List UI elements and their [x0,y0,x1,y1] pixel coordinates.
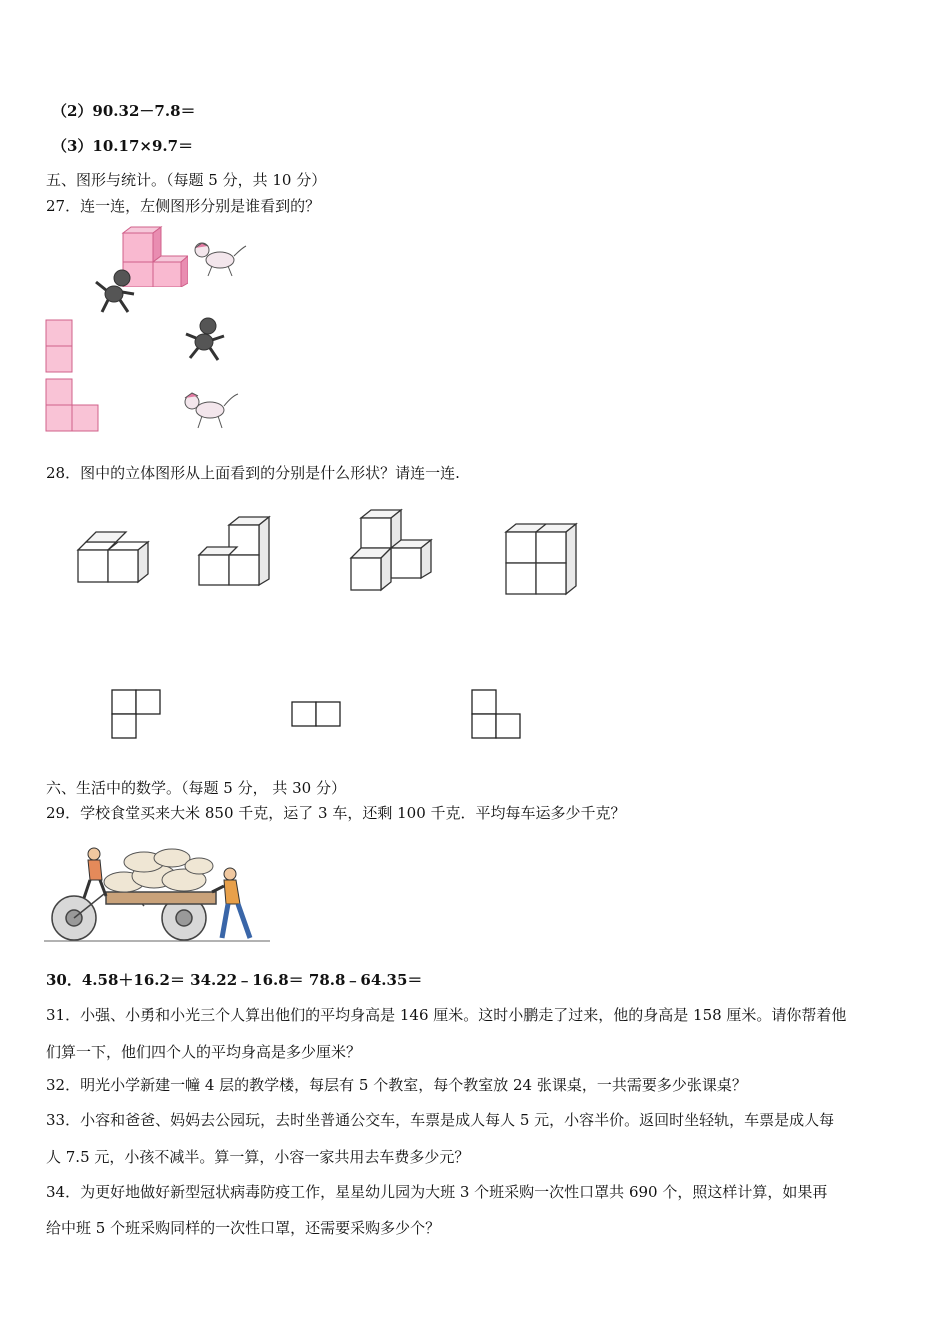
solid-figure-4 [504,522,578,596]
section-6-heading: 六、生活中的数学。（每题 5 分， 共 30 分） [46,779,346,797]
question-33-line-1: 33．小容和爸爸、妈妈去公园玩，去时坐普通公交车，车票是成人每人 5 元，小容半价。返回时坐轻轨，车票是成人每 [46,1111,835,1129]
question-32: 32．明光小学新建一幢 4 层的教学楼，每层有 5 个教室，每个教室放 24 张课桌，一共需要多少张课桌？ [46,1076,747,1094]
front-view-two-stacked [45,319,73,373]
section-5-heading: 五、图形与统计。（每题 5 分，共 10 分） [46,171,327,189]
solid-figure-1 [76,530,150,584]
dog-icon [190,240,248,280]
q3-expression: （3）10.17×9.7＝ [52,137,194,155]
top-view-option-3 [471,689,523,739]
solid-figure-2 [197,515,271,587]
question-27: 27．连一连，左侧图形分别是谁看到的？ [46,197,321,215]
question-34-line-1: 34．为更好地做好新型冠状病毒防疫工作，星星幼儿园为大班 3 个班采购一次性口罩共 690 个，照这样计算，如果再 [46,1183,828,1201]
top-view-option-1 [111,689,163,739]
q2-expression: （2）90.32－7.8＝ [52,102,196,120]
question-30: 30．4.58＋16.2＝ 34.22﹣16.8＝ 78.8﹣64.35＝ [46,971,423,989]
question-33-line-2: 人 7.5 元，小孩不减半。算一算，小容一家共用去车费多少元？ [46,1148,470,1166]
rice-tricycle-illustration [44,846,270,944]
question-31-line-1: 31．小强、小勇和小光三个人算出他们的平均身高是 146 厘米。这时小鹏走了过来，他的身高是 158 厘米。请你帮着他 [46,1006,847,1024]
question-29: 29．学校食堂买来大米 850 千克，运了 3 车，还剩 100 千克．平均每车运多少千克？ [46,804,626,822]
monkey-icon [92,268,136,314]
question-34-line-2: 给中班 5 个班采购同样的一次性口罩，还需要采购多少个？ [46,1219,441,1237]
top-view-option-2 [291,701,343,727]
dog-icon [182,388,240,430]
question-31-line-2: 们算一下，他们四个人的平均身高是多少厘米？ [46,1043,362,1061]
question-28: 28．图中的立体图形从上面看到的分别是什么形状？请连一连. [46,464,460,482]
solid-figure-3 [349,508,433,592]
monkey-icon [182,316,226,362]
front-view-l-shape [45,378,99,432]
